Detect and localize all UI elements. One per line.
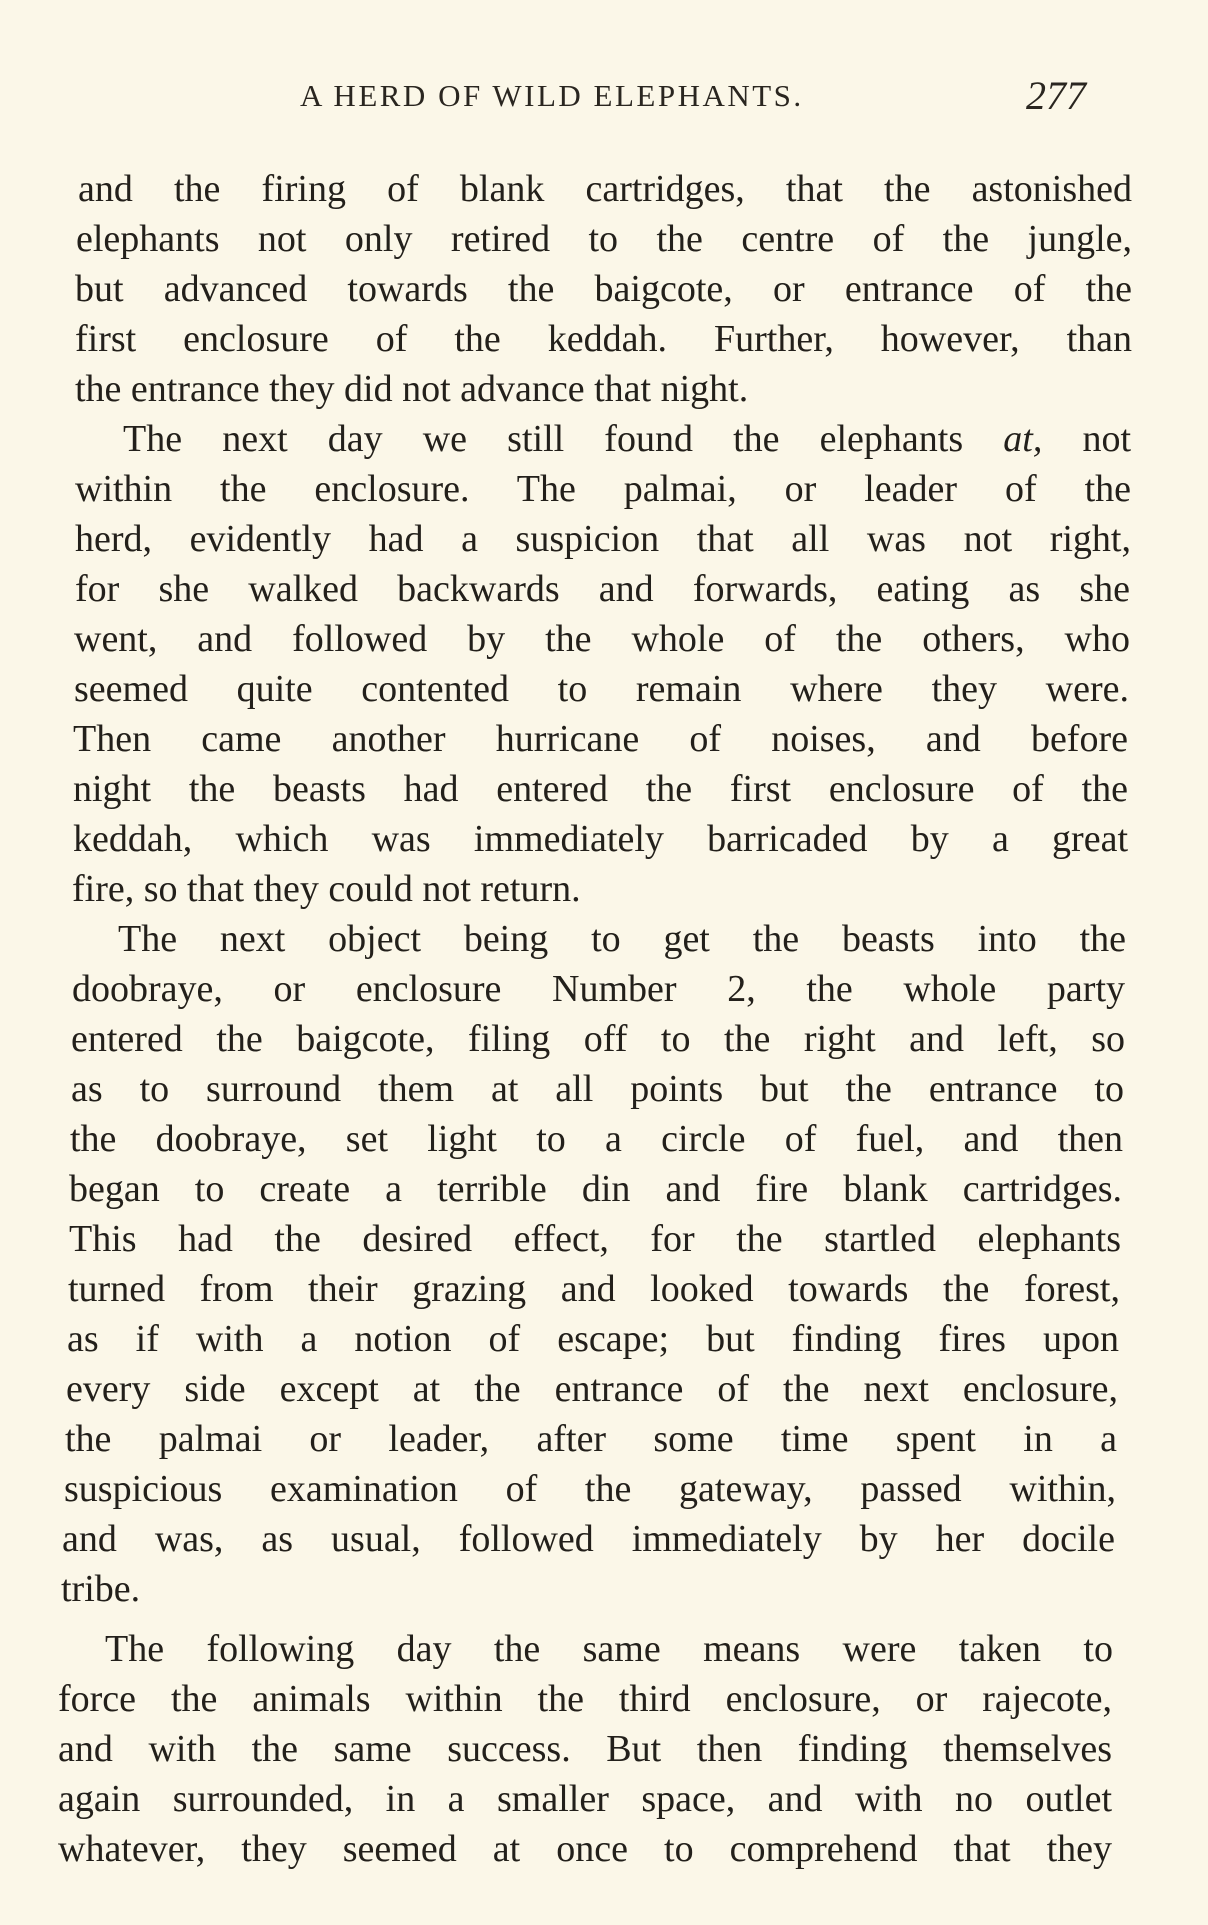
text-line-9: for she walked backwards and forwards, eating as she xyxy=(75,568,1130,610)
text-line-2: elephants not only retired to the centre of the jungle, xyxy=(76,218,1132,260)
text-line-16: The next object being to get the beasts into the xyxy=(118,918,1126,960)
text-line-20: the doobraye, set light to a circle of fuel, and then xyxy=(70,1118,1123,1160)
text-line-25: every side except at the entrance of the next enclosure, xyxy=(66,1368,1118,1410)
running-head: A HERD OF WILD ELEPHANTS. xyxy=(300,78,804,113)
text-line-30: The following day the same means were taken to xyxy=(105,1628,1113,1670)
text-line-15: fire, so that they could not return. xyxy=(72,868,581,910)
text-line-29: tribe. xyxy=(61,1568,141,1610)
text-line-6-end: not xyxy=(1082,418,1132,460)
text-line-6 xyxy=(123,414,1131,464)
text-line-6-start: The next day we still found the elephants xyxy=(123,418,964,460)
text-line-13: night the beasts had entered the first enclosure of the xyxy=(73,768,1128,810)
text-line-34: whatever, they seemed at once to comprehend that they xyxy=(58,1828,1112,1870)
text-line-26: the palmai or leader, after some time spent in a xyxy=(65,1418,1117,1460)
text-line-14: keddah, which was immediately barricaded by a great xyxy=(73,818,1128,860)
text-line-11: seemed quite contented to remain where they were. xyxy=(74,668,1129,710)
text-line-21: began to create a terrible din and fire blank cartridges. xyxy=(69,1168,1122,1210)
text-line-33: again surrounded, in a smaller space, and with no outlet xyxy=(58,1778,1112,1820)
text-line-4: first enclosure of the keddah. Further, however, than xyxy=(75,318,1132,360)
text-line-5: the entrance they did not advance that night. xyxy=(75,368,749,410)
text-line-12: Then came another hurricane of noises, and before xyxy=(73,718,1128,760)
text-line-27: suspicious examination of the gateway, passed within, xyxy=(64,1468,1116,1510)
text-line-10: went, and followed by the whole of the others, who xyxy=(74,618,1130,660)
text-line-28: and was, as usual, followed immediately by her docile xyxy=(62,1518,1115,1560)
text-line-8: herd, evidently had a suspicion that all was not right, xyxy=(75,518,1131,560)
text-line-7: within the enclosure. The palmai, or leader of the xyxy=(75,468,1131,510)
text-line-1: and the firing of blank cartridges, that the astonished xyxy=(78,168,1132,210)
text-line-6-emphasis: at, xyxy=(1003,418,1043,460)
page-number: 277 xyxy=(1026,73,1086,118)
text-line-18: entered the baigcote, filing off to the right and left, so xyxy=(71,1018,1125,1060)
text-line-3: but advanced towards the baigcote, or entrance of the xyxy=(75,268,1132,310)
text-line-19: as to surround them at all points but the entrance to xyxy=(71,1068,1124,1110)
text-line-23: turned from their grazing and looked towards the forest, xyxy=(68,1268,1120,1310)
text-line-22: This had the desired effect, for the startled elephants xyxy=(69,1218,1121,1260)
text-line-32: and with the same success. But then finding themselves xyxy=(58,1728,1112,1770)
text-line-31: force the animals within the third enclosure, or rajecote, xyxy=(58,1678,1112,1720)
text-line-17: doobraye, or enclosure Number 2, the whole party xyxy=(72,968,1125,1010)
text-line-24: as if with a notion of escape; but finding fires upon xyxy=(67,1318,1119,1360)
